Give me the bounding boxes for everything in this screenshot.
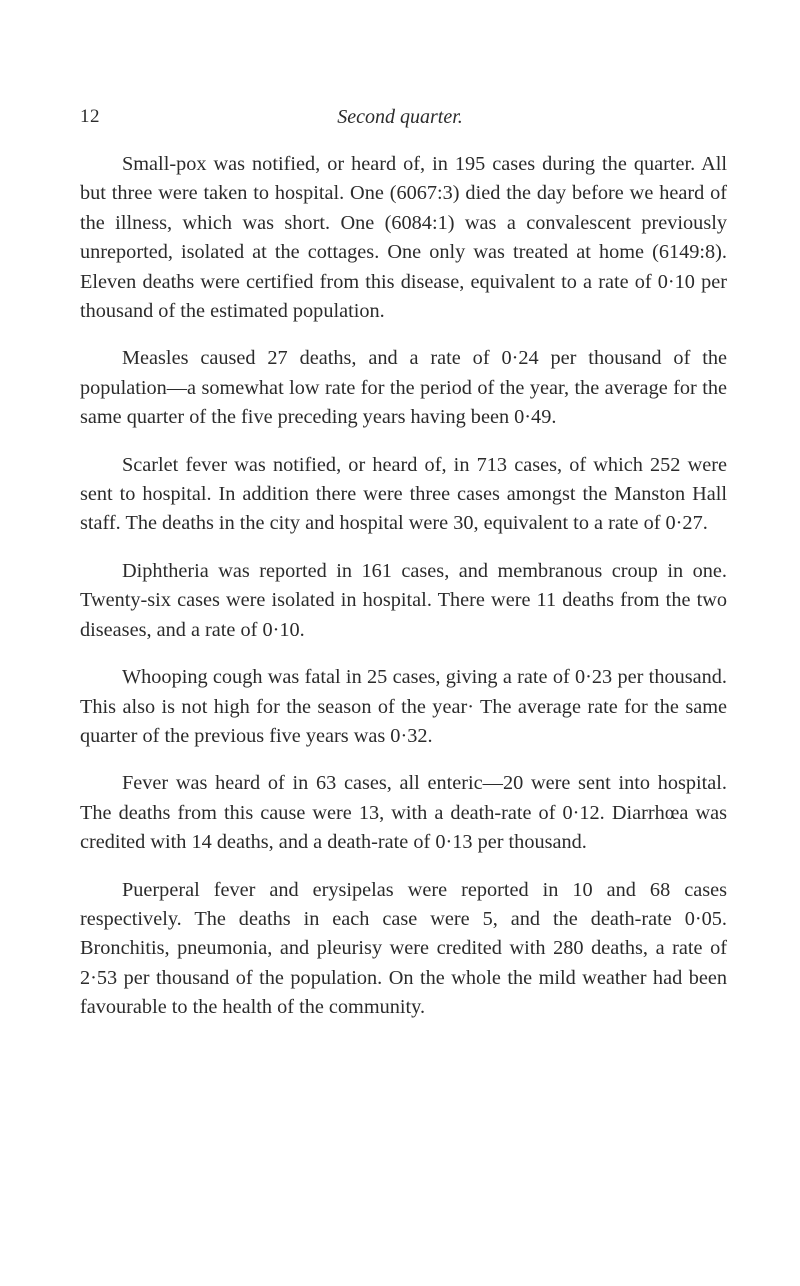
paragraph-puerperal-fever: Puerperal fever and erysipelas were reported in 10 and 68 cases respectively. The deaths in each case were 5, and the death-rate 0·05. Bronchitis, pneumonia, and pleurisy were credited with 280 deaths, a rate of 2·53 per thousand of the population. On the whole the mild weather had been favourable to the health of the community.: [80, 878, 727, 1019]
page-header: [80, 106, 720, 136]
paragraph-whooping-cough: Whooping cough was fatal in 25 cases, giving a rate of 0·23 per thousand. This also is not high for the season of the year· The average rate for the same quarter of the previous five years was 0·32.: [80, 666, 727, 747]
paragraph-scarlet-fever: Scarlet fever was notified, or heard of, in 713 cases, of which 252 were sent to hospital. In addition there were three cases amongst the Manston Hall staff. The deaths in the city and hospital were 30, equivalent to a rate of 0·27.: [80, 453, 727, 535]
paragraph-diphtheria: Diphtheria was reported in 161 cases, and membranous croup in one. Twenty-six cases were isolated in hospital. There were 11 deaths from the two diseases, and a rate of 0·10.: [80, 559, 727, 641]
page-number: 12: [80, 106, 100, 127]
paragraph-small-pox: Small-pox was notified, or heard of, in 195 cases during the quarter. All but three were taken to hospital. One (6067:3) died the day before we heard of the illness, which was short. One (6084:1) was a convalescent previously unreported, isolated at the cottages. One only was treated at home (6149:8). Eleven deaths were certified from this disease, equivalent to a rate of 0·10 per thousand of the estimated population.: [80, 153, 727, 323]
paragraph-fever: Fever was heard of in 63 cases, all enteric—20 were sent into hospital. The deaths from this cause were 13, with a death-rate of 0·12. Diarrhœa was credited with 14 deaths, and a death-rate of 0·13 per thousand.: [80, 772, 727, 854]
paragraph-measles: Measles caused 27 deaths, and a rate of 0·24 per thousand of the population—a somewhat low rate for the period of the year, the average for the same quarter of the five preceding years having been 0·49.: [80, 347, 727, 429]
running-title: Second quarter.: [337, 106, 463, 128]
body-text: [80, 150, 727, 1041]
